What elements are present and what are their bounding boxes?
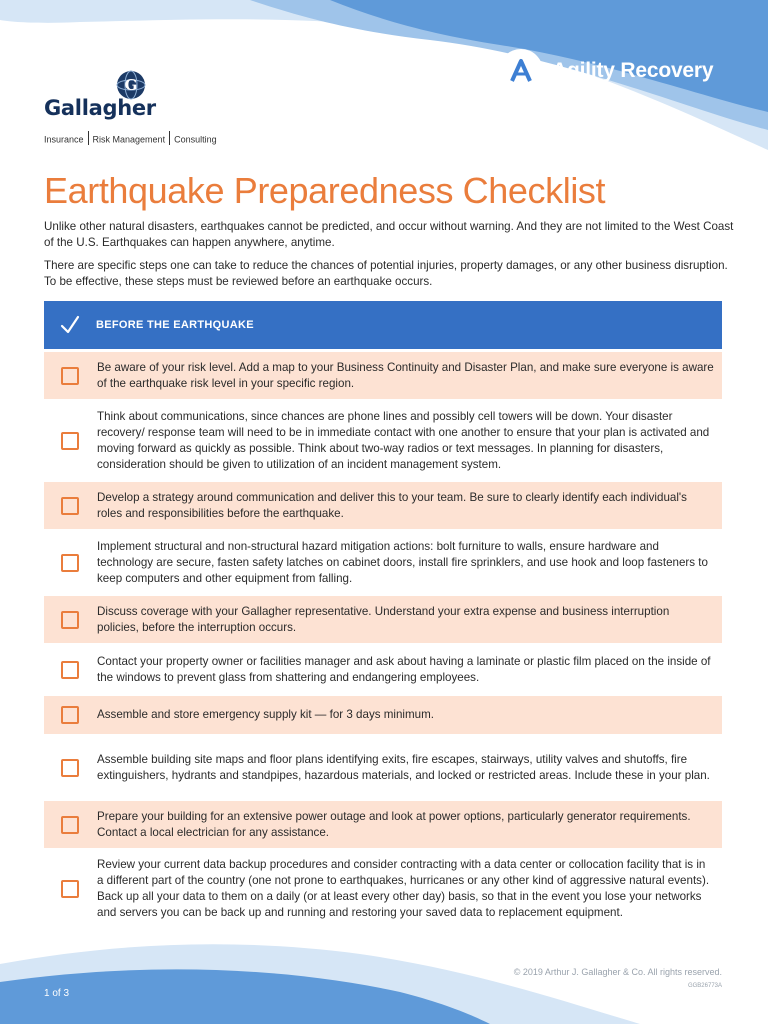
document-code: GGB26773A bbox=[687, 983, 722, 989]
checklist-item bbox=[44, 737, 722, 798]
checkbox-icon[interactable] bbox=[44, 661, 96, 679]
agility-logo-icon bbox=[499, 49, 543, 93]
checkbox-icon[interactable] bbox=[44, 497, 96, 515]
checkbox-icon[interactable] bbox=[44, 554, 96, 572]
checkmark-icon bbox=[44, 315, 96, 335]
checkbox-square bbox=[61, 554, 79, 572]
checklist-header-label: BEFORE THE EARTHQUAKE bbox=[96, 319, 254, 331]
checklist-item bbox=[44, 402, 722, 479]
tagline-insurance: Insurance bbox=[44, 134, 84, 145]
checklist-item-text: Assemble and store emergency supply kit — for 3 days minimum. bbox=[97, 708, 434, 721]
tagline-risk-management: Risk Management bbox=[92, 134, 166, 145]
svg-text:G: G bbox=[124, 76, 138, 94]
checkbox-icon[interactable] bbox=[44, 367, 96, 385]
checklist-header bbox=[44, 301, 722, 349]
checklist-item bbox=[44, 851, 722, 927]
gallagher-tagline bbox=[44, 133, 244, 147]
tagline-consulting: Consulting bbox=[174, 134, 217, 145]
checkbox-square bbox=[61, 816, 79, 834]
tagline-divider bbox=[169, 131, 170, 145]
checklist-item bbox=[44, 482, 722, 529]
checklist-item bbox=[44, 532, 722, 593]
checklist-item bbox=[44, 801, 722, 848]
checklist-item-text: Implement structural and non-structural hazard mitigation actions: bolt furniture to walls, ensure hardware and technology are secure, fasten safety latches on cabinet doors, install fire sprinklers, and use hook and loop fasteners to keep computers and other equipment from falling. bbox=[97, 539, 708, 585]
gallagher-wordmark: Gallagher bbox=[44, 96, 156, 120]
checklist-item-text: Assemble building site maps and floor plans identifying exits, fire escapes, stairways, utility valves and shutoffs, fire extinguishers, hydrants and standpipes, hazardous materials, and locked or restricted areas. Include these in your plan. bbox=[97, 752, 710, 782]
agility-wordmark: Agility Recovery bbox=[552, 59, 714, 82]
checkbox-square bbox=[61, 880, 79, 898]
intro-paragraph-2: There are specific steps one can take to reduce the chances of potential injuries, property damages, or any other business disruption. To be effective, these steps must be reviewed before an earthquake occurs. bbox=[44, 259, 728, 288]
checkbox-icon[interactable] bbox=[44, 880, 96, 898]
footer-wave-background bbox=[0, 934, 768, 1024]
checkbox-square bbox=[61, 497, 79, 515]
checklist-item-text: Review your current data backup procedures and consider contracting with a data center or collocation facility that is in a different part of the country (one not prone to earthquakes, hurricanes or any other kind of aggressive natural events). Back up all your data to them on a daily (or at least every other day) basis, so that in the event you lose your networks and servers you can be back up and running and restoring your saved data to replacement equipment. bbox=[97, 858, 710, 919]
checklist-item bbox=[44, 596, 722, 643]
checkbox-square bbox=[61, 661, 79, 679]
checkbox-icon[interactable] bbox=[44, 759, 96, 777]
checkbox-icon[interactable] bbox=[44, 816, 96, 834]
checklist-item-text: Think about communications, since chances are phone lines and possibly cell towers will be down. Your disaster recovery/ response team will need to be in immediate contact with one another to ensure that your plan is activated and moving forward as quickly as possible. Think about two-way radios or text messages. In planning for disasters, consideration should be given to utilization of an incident management system. bbox=[97, 409, 710, 471]
page-title: Earthquake Preparedness Checklist bbox=[44, 170, 606, 211]
checkbox-square bbox=[61, 367, 79, 385]
checklist-item bbox=[44, 352, 722, 399]
checkbox-icon[interactable] bbox=[44, 611, 96, 629]
checklist-item bbox=[44, 646, 722, 693]
checklist-item-text: Contact your property owner or facilities manager and ask about having a laminate or plastic film placed on the inside of the windows to prevent glass from shattering and endangering employees. bbox=[97, 654, 711, 684]
checklist-item-text: Be aware of your risk level. Add a map to your Business Continuity and Disaster Plan, and make sure everyone is aware of the earthquake risk level in your specific region. bbox=[97, 360, 714, 390]
checklist-item-text: Discuss coverage with your Gallagher representative. Understand your extra expense and business interruption policies, before the interruption occurs. bbox=[97, 604, 670, 634]
intro-paragraph-1: Unlike other natural disasters, earthquakes cannot be predicted, and occur without warning. And they are not limited to the West Coast of the U.S. Earthquakes can happen anywhere, anytime. bbox=[44, 220, 734, 249]
checkbox-icon[interactable] bbox=[44, 706, 96, 724]
agility-recovery-logo bbox=[499, 49, 713, 93]
checklist-item-text: Prepare your building for an extensive power outage and look at power options, particularly generator requirements. Contact a local electrician for any assistance. bbox=[97, 809, 691, 839]
checkbox-square bbox=[61, 706, 79, 724]
checkbox-square bbox=[61, 611, 79, 629]
checklist-item bbox=[44, 696, 722, 734]
checkbox-square bbox=[61, 432, 79, 450]
checkbox-icon[interactable] bbox=[44, 432, 96, 450]
checkbox-square bbox=[61, 759, 79, 777]
intro-text bbox=[44, 219, 734, 297]
copyright-notice: © 2019 Arthur J. Gallagher & Co. All rights reserved. bbox=[513, 967, 722, 977]
tagline-divider bbox=[88, 131, 89, 145]
page-number: 1 of 3 bbox=[44, 988, 70, 999]
checklist-table bbox=[44, 301, 722, 927]
checklist-item-text: Develop a strategy around communication and deliver this to your team. Be sure to clearly identify each individual's roles and responsibilities before the earthquake. bbox=[97, 490, 687, 520]
